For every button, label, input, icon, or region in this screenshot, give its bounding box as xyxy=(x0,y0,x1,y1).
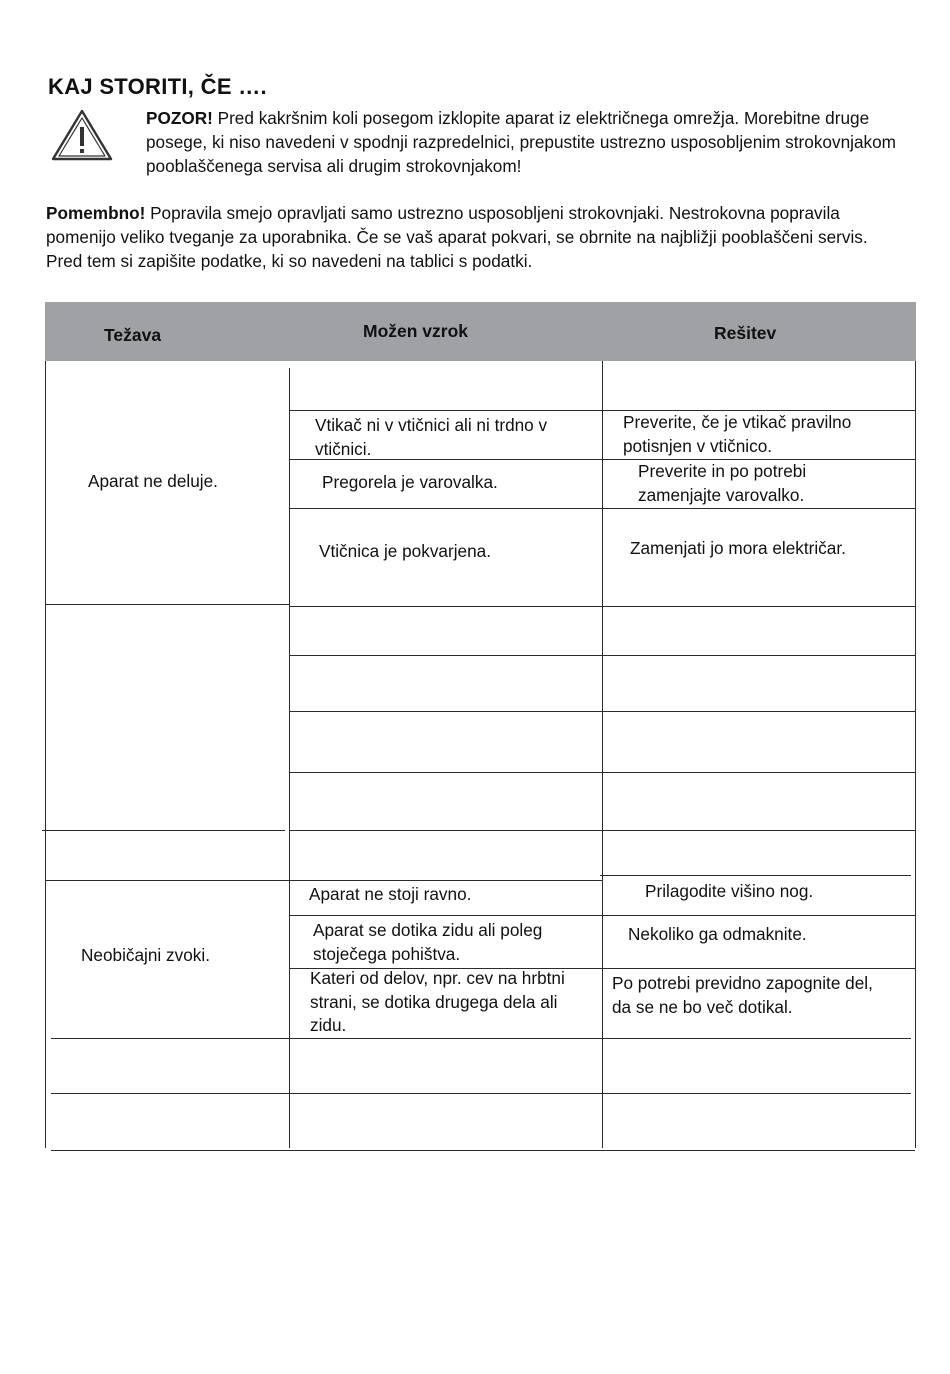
solution-cell: Preverite, če je vtikač pravilno potisnjen v vtičnico. xyxy=(623,412,852,456)
solution-cell: Prilagodite višino nog. xyxy=(645,881,814,901)
cause-cell: Aparat se dotika zidu ali poleg stoječega pohištva. xyxy=(313,920,543,964)
warning-label: POZOR! xyxy=(146,108,213,128)
header-cause: Možen vzrok xyxy=(363,321,469,341)
important-paragraph xyxy=(46,201,906,273)
solution-cell: Nekoliko ga odmaknite. xyxy=(628,924,807,944)
warning-text: Pred kakršnim koli posegom izklopite aparat iz električnega omrežja. Morebitne druge posege, ki niso navedeni v spodnji razpredelnici, prepustite ustrezno usposobljenim strokovnjakom pooblaščenega servisa ali drugim strokovnjakom! xyxy=(146,108,896,176)
warning-triangle-icon xyxy=(50,108,114,162)
problem-cell-not-working: Aparat ne deluje. xyxy=(88,471,218,491)
header-solution: Rešitev xyxy=(714,323,777,343)
cause-cell: Kateri od delov, npr. cev na hrbtni strani, se dotika drugega dela ali zidu. xyxy=(310,968,565,1035)
header-problem: Težava xyxy=(104,325,162,345)
problem-cell-unusual-noise: Neobičajni zvoki. xyxy=(81,945,210,965)
solution-cell: Po potrebi previdno zapognite del, da se ne bo več dotikal. xyxy=(612,973,873,1017)
solution-cell: Preverite in po potrebi zamenjajte varovalko. xyxy=(638,461,807,505)
cause-cell: Aparat ne stoji ravno. xyxy=(309,884,472,904)
warning-paragraph xyxy=(146,106,916,178)
important-label: Pomembno! xyxy=(46,203,146,223)
page-title: KAJ STORITI, ČE …. xyxy=(48,74,267,99)
cause-cell: Vtikač ni v vtičnici ali ni trdno v vtičnici. xyxy=(315,415,548,459)
table-header xyxy=(45,302,916,361)
cause-cell: Vtičnica je pokvarjena. xyxy=(319,541,491,561)
cause-cell: Pregorela je varovalka. xyxy=(322,472,498,492)
important-text: Popravila smejo opravljati samo ustrezno usposobljeni strokovnjaki. Nestrokovna popravila pomenijo veliko tveganje za uporabnika. Če se vaš aparat pokvari, se obrnite na najbližji pooblaščeni servis. Pred tem si zapišite podatke, ki so navedeni na tablici s podatki. xyxy=(46,203,868,271)
solution-cell: Zamenjati jo mora električar. xyxy=(630,538,846,558)
